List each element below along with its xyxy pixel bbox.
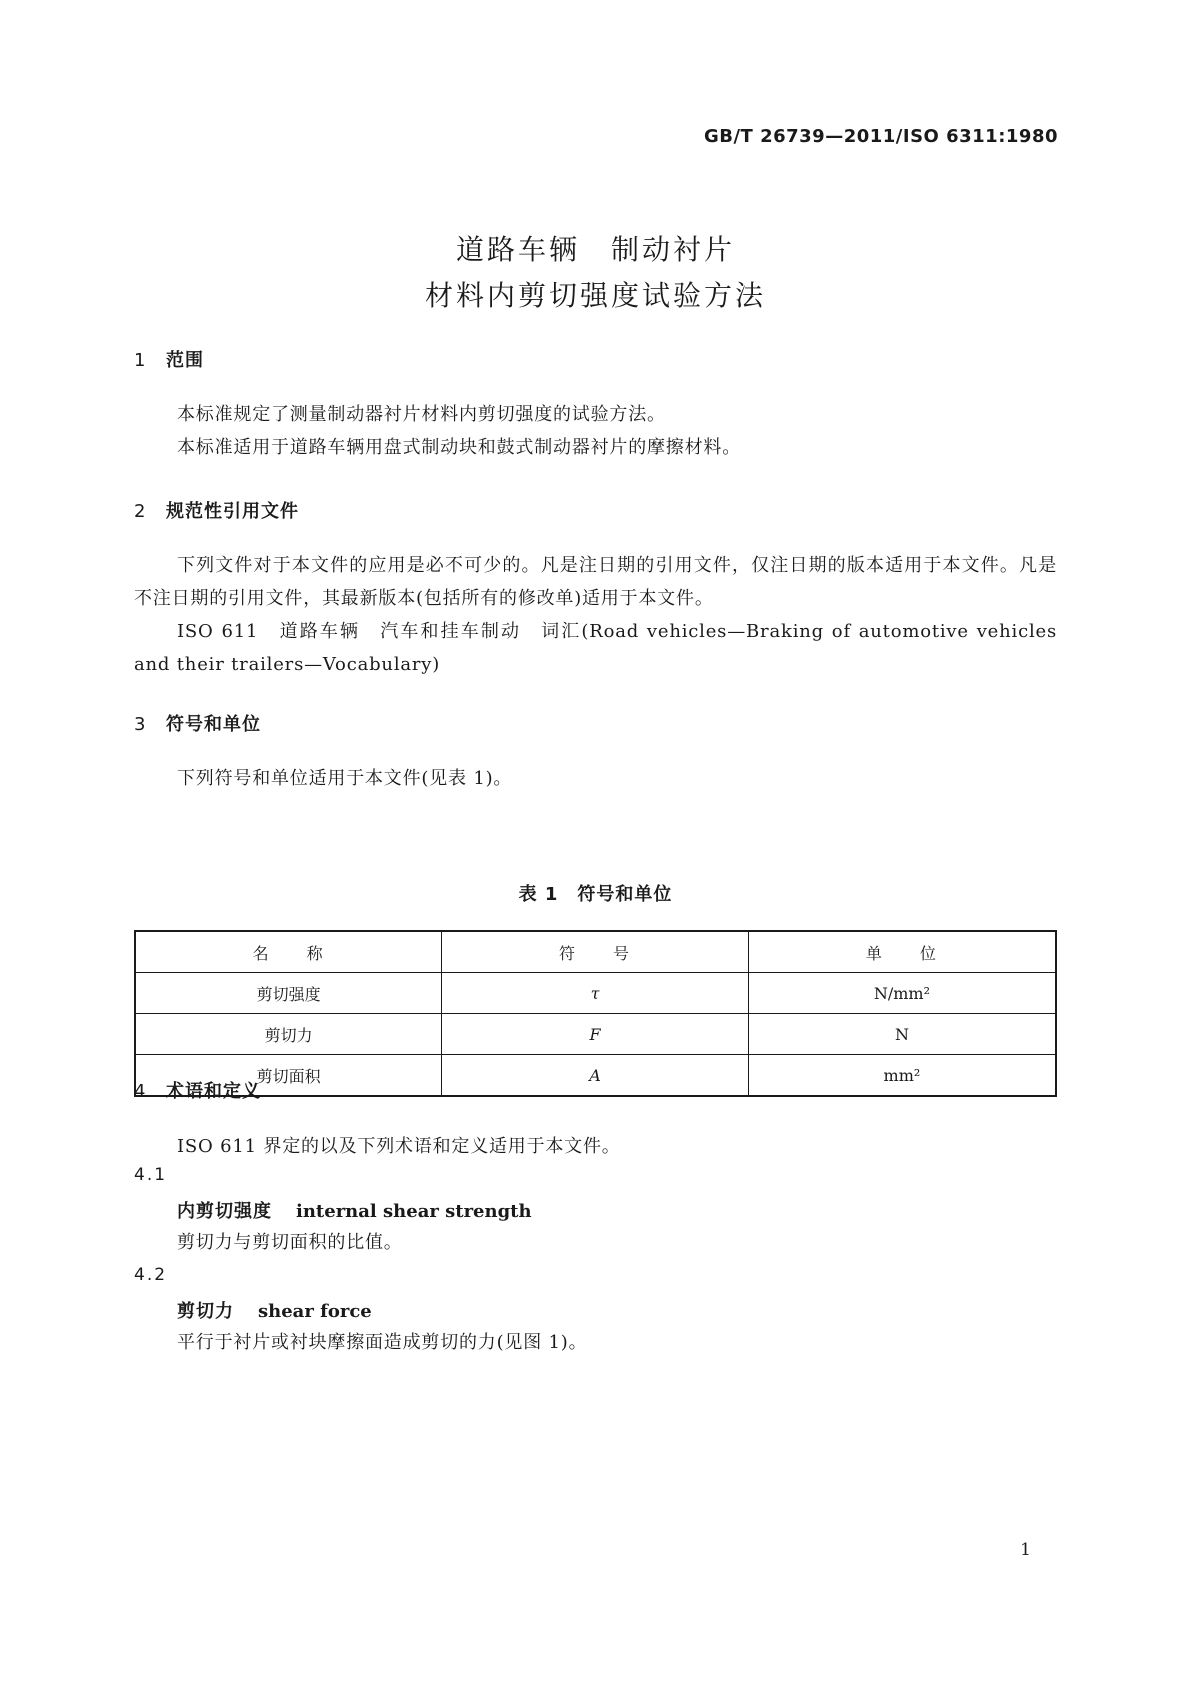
table-caption: 表 1 符号和单位 — [518, 884, 673, 905]
table-cell: N — [748, 1014, 1056, 1055]
table-cell: F — [442, 1014, 749, 1055]
reference-entry: ISO 611 道路车辆 汽车和挂车制动 词汇(Road vehicles—Braking of automotive vehicles and their trailers—Vocabulary) — [134, 621, 1057, 675]
paragraph: 本标准规定了测量制动器衬片材料内剪切强度的试验方法。 — [177, 404, 666, 425]
paragraph: ISO 611 界定的以及下列术语和定义适用于本文件。 — [177, 1136, 621, 1157]
table-cell: N/mm² — [748, 973, 1056, 1014]
term-english: internal shear strength — [296, 1201, 532, 1222]
paragraph: 本标准适用于道路车辆用盘式制动块和鼓式制动器衬片的摩擦材料。 — [177, 437, 741, 458]
section-number: 2 — [134, 501, 147, 522]
table-row — [135, 1014, 1056, 1055]
term-definition: 剪切力与剪切面积的比值。 — [177, 1232, 403, 1253]
term-chinese: 内剪切强度 — [177, 1201, 272, 1222]
section-title: 符号和单位 — [166, 714, 261, 735]
term-entry — [177, 1297, 372, 1323]
term-number: 4.2 — [134, 1265, 168, 1285]
table-cell: 剪切力 — [135, 1014, 442, 1055]
document-title-line2: 材料内剪切强度试验方法 — [424, 279, 766, 312]
term-definition: 平行于衬片或衬块摩擦面造成剪切的力(见图 1)。 — [177, 1332, 588, 1353]
table-cell: A — [442, 1055, 749, 1097]
table-cell: 剪切面积 — [135, 1055, 442, 1097]
section-3-heading — [134, 710, 261, 736]
section-title: 规范性引用文件 — [166, 501, 299, 522]
term-number: 4.1 — [134, 1165, 168, 1185]
section-1-heading — [134, 346, 204, 372]
term-chinese: 剪切力 — [177, 1301, 234, 1322]
table-row — [135, 973, 1056, 1014]
table-cell: 剪切强度 — [135, 973, 442, 1014]
column-header: 名 称 — [135, 931, 442, 973]
section-number: 1 — [134, 350, 147, 371]
paragraph: 下列符号和单位适用于本文件(见表 1)。 — [177, 768, 513, 789]
section-title: 术语和定义 — [166, 1081, 261, 1102]
section-number: 4 — [134, 1081, 147, 1102]
column-header: 单 位 — [748, 931, 1056, 973]
page-number: 1 — [1020, 1540, 1031, 1560]
standard-code: GB/T 26739—2011/ISO 6311:1980 — [703, 126, 1058, 147]
section-title: 范围 — [166, 350, 204, 371]
paragraph: 下列文件对于本文件的应用是必不可少的。凡是注日期的引用文件，仅注日期的版本适用于本文件。凡是不注日期的引用文件，其最新版本(包括所有的修改单)适用于本文件。 — [134, 555, 1057, 609]
section-2-heading — [134, 497, 299, 523]
document-title-line1: 道路车辆 制动衬片 — [455, 233, 735, 266]
column-header: 符 号 — [442, 931, 749, 973]
table-header-row — [135, 931, 1056, 973]
table-cell: mm² — [748, 1055, 1056, 1097]
symbols-table — [134, 930, 1057, 1097]
term-english: shear force — [258, 1301, 372, 1322]
section-number: 3 — [134, 714, 147, 735]
section-4-heading — [134, 1077, 261, 1103]
term-entry — [177, 1197, 532, 1223]
table-cell: τ — [442, 973, 749, 1014]
table-row — [135, 1055, 1056, 1097]
